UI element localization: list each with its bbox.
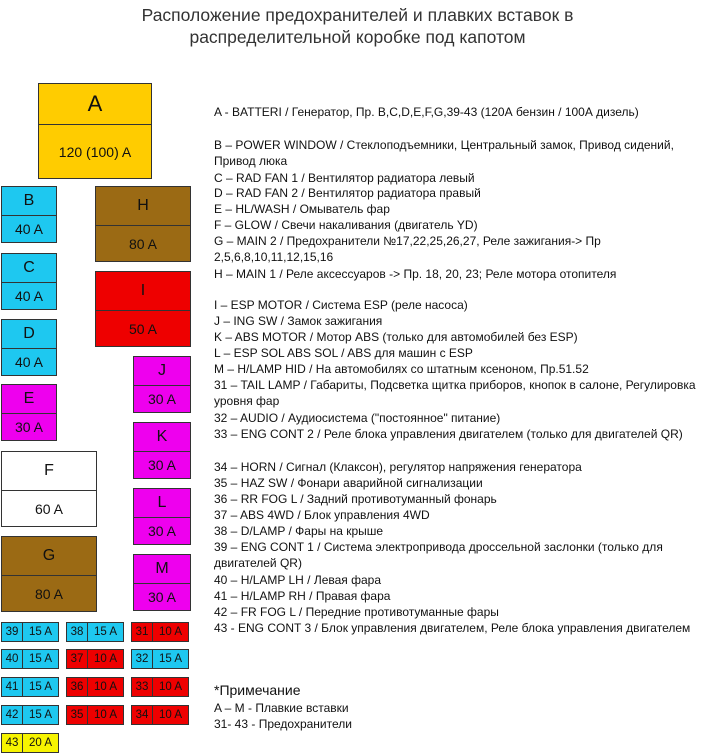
fusible-link-rating: 40 A bbox=[2, 282, 56, 309]
fuse-rating: 10 A bbox=[93, 709, 118, 721]
fuse-34 bbox=[131, 705, 189, 725]
fusible-link-rating: 30 A bbox=[134, 583, 190, 610]
fusible-link-letter: I bbox=[140, 282, 146, 299]
fusible-link-letter: K bbox=[156, 428, 168, 445]
fuse-32 bbox=[131, 649, 189, 669]
fusible-link-rating: 30 A bbox=[134, 451, 190, 478]
fuse-rating: 10 A bbox=[158, 681, 183, 693]
note-line-fuses: 31- 43 - Предохранители bbox=[214, 717, 352, 731]
fusible-link-i bbox=[95, 271, 191, 347]
legend-entry: 32 – AUDIO / Аудиосистема ("постоянное" питание) bbox=[214, 411, 501, 425]
fuse-rating: 10 A bbox=[93, 681, 118, 693]
fusible-link-rating: 40 A bbox=[2, 215, 56, 242]
fuse-41 bbox=[1, 677, 59, 697]
fuse-rating: 10 A bbox=[93, 653, 118, 665]
fuse-rating: 15 A bbox=[28, 681, 53, 693]
fuse-38 bbox=[66, 622, 124, 642]
fuse-rating: 10 A bbox=[158, 709, 183, 721]
fusible-link-rating: 80 A bbox=[2, 575, 96, 611]
legend-entry: 41 – H/LAMP RH / Правая фара bbox=[214, 589, 391, 603]
fuse-number: 34 bbox=[132, 706, 153, 724]
fuse-43 bbox=[1, 733, 59, 753]
fusible-link-rating: 30 A bbox=[134, 385, 190, 412]
legend-entry: 36 – RR FOG L / Задний противотуманный фонарь bbox=[214, 492, 497, 506]
legend-entry: 42 – FR FOG L / Передние противотуманные фары bbox=[214, 605, 499, 619]
fuse-number: 33 bbox=[132, 678, 153, 696]
legend-entry: C – RAD FAN 1 / Вентилятор радиатора левый bbox=[214, 171, 475, 185]
fuse-rating: 15 A bbox=[28, 626, 53, 638]
fuse-rating: 10 A bbox=[158, 626, 183, 638]
fusible-link-b bbox=[1, 186, 57, 243]
legend-entry: J – ING SW / Замок зажигания bbox=[214, 314, 383, 328]
legend-entry: F – GLOW / Свечи накаливания (двигатель YD) bbox=[214, 218, 478, 232]
fusible-link-m bbox=[133, 554, 191, 611]
fusible-link-k bbox=[133, 422, 191, 479]
fuse-number: 32 bbox=[132, 650, 153, 668]
fusible-link-rating: 30 A bbox=[2, 413, 56, 440]
fusible-link-letter: G bbox=[42, 547, 56, 564]
fuse-number: 43 bbox=[2, 734, 23, 752]
note-line-fusible-links: A – M - Плавкие вставки bbox=[214, 701, 349, 715]
fuse-42 bbox=[1, 705, 59, 725]
fuse-rating: 15 A bbox=[28, 709, 53, 721]
fuse-number: 37 bbox=[67, 650, 88, 668]
legend-entry: 35 – HAZ SW / Фонари аварийной сигнализации bbox=[214, 476, 483, 490]
fusible-link-rating: 30 A bbox=[134, 517, 190, 544]
fusible-link-d bbox=[1, 319, 57, 376]
legend-entry: 34 – HORN / Сигнал (Клаксон), регулятор напряжения генератора bbox=[214, 460, 582, 474]
fusible-link-j bbox=[133, 356, 191, 413]
fuse-number: 38 bbox=[67, 623, 88, 641]
fusible-link-e bbox=[1, 384, 57, 441]
fusible-link-rating: 50 A bbox=[96, 310, 190, 346]
fuse-33 bbox=[131, 677, 189, 697]
fuse-rating: 15 A bbox=[93, 626, 118, 638]
legend-entry: 40 – H/LAMP LH / Левая фара bbox=[214, 573, 382, 587]
legend-entry: D – RAD FAN 2 / Вентилятор радиатора правый bbox=[214, 186, 481, 200]
legend-entry: A - BATTERI / Генератор, Пр. B,C,D,E,F,G,39-43 (120А бензин / 100А дизель) bbox=[214, 105, 639, 119]
note-heading: *Примечание bbox=[214, 682, 301, 698]
fusible-link-rating: 40 A bbox=[2, 348, 56, 375]
fusible-link-letter: B bbox=[23, 192, 35, 209]
fusible-link-letter: L bbox=[157, 494, 167, 511]
fusible-link-letter: C bbox=[23, 259, 35, 276]
fusible-link-letter: A bbox=[87, 91, 103, 116]
diagram-title-line-1: Расположение предохранителей и плавких вставок в bbox=[141, 5, 574, 25]
fusible-link-h bbox=[95, 186, 191, 262]
legend-entry: L – ESP SOL ABS SOL / ABS для машин с ESP bbox=[214, 346, 473, 360]
fusible-link-rating: 80 A bbox=[96, 225, 190, 261]
fuse-number: 39 bbox=[2, 623, 23, 641]
fuse-number: 42 bbox=[2, 706, 23, 724]
fusible-link-l bbox=[133, 488, 191, 545]
fusible-link-f bbox=[1, 451, 97, 527]
legend-entry: I – ESP MOTOR / Система ESP (реле насоса) bbox=[214, 298, 468, 312]
fusible-link-c bbox=[1, 253, 57, 310]
fusible-link-letter: M bbox=[155, 560, 169, 577]
fusible-link-letter: J bbox=[158, 362, 166, 379]
fuse-40 bbox=[1, 649, 59, 669]
legend-entry: 31 – TAIL LAMP / Габариты, Подсветка щитка приборов, кнопок в салоне, Регулировка уровня фар bbox=[214, 378, 696, 408]
legend-entry: 39 – ENG CONT 1 / Система электропривода дроссельной заслонки (только для двигателей QR) bbox=[214, 540, 663, 570]
fusible-link-rating: 60 A bbox=[2, 490, 96, 526]
legend-entry: E – HL/WASH / Омыватель фар bbox=[214, 202, 390, 216]
fusible-link-letter: F bbox=[44, 462, 54, 479]
legend-entry: 38 – D/LAMP / Фары на крыше bbox=[214, 524, 384, 538]
fuse-number: 35 bbox=[67, 706, 88, 724]
fusible-link-letter: D bbox=[23, 325, 35, 342]
fusible-link-a bbox=[38, 83, 152, 179]
fuse-35 bbox=[66, 705, 124, 725]
fuse-39 bbox=[1, 622, 59, 642]
fuse-number: 40 bbox=[2, 650, 23, 668]
legend-entry: K – ABS MOTOR / Мотор ABS (только для автомобилей без ESP) bbox=[214, 330, 578, 344]
diagram-title-line-2: распределительной коробке под капотом bbox=[189, 27, 526, 47]
fusible-link-letter: H bbox=[137, 197, 149, 214]
fusible-link-g bbox=[1, 536, 97, 612]
fuse-31 bbox=[131, 622, 189, 642]
legend-entry: 33 – ENG CONT 2 / Реле блока управления двигателем (только для двигателей QR) bbox=[214, 427, 683, 441]
fusible-link-rating: 120 (100) A bbox=[39, 124, 151, 178]
fuse-number: 36 bbox=[67, 678, 88, 696]
legend-entry: M – H/LAMP HID / На автомобилях со штатным ксеноном, Пр.51.52 bbox=[214, 362, 589, 376]
fuse-number: 41 bbox=[2, 678, 23, 696]
fuse-rating: 15 A bbox=[28, 653, 53, 665]
legend-entry: 37 – ABS 4WD / Блок управления 4WD bbox=[214, 508, 430, 522]
legend-entry: G – MAIN 2 / Предохранители №17,22,25,26,27, Реле зажигания-> Пр 2,5,6,8,10,11,12,15,16 bbox=[214, 234, 601, 264]
fuse-36 bbox=[66, 677, 124, 697]
legend-entry: 43 - ENG CONT 3 / Блок управления двигателем, Реле блока управления двигателем bbox=[214, 621, 691, 635]
legend-entry: H – MAIN 1 / Реле аксессуаров -> Пр. 18, 20, 23; Реле мотора отопителя bbox=[214, 267, 617, 281]
fuse-number: 31 bbox=[132, 623, 153, 641]
fusible-link-letter: E bbox=[23, 390, 35, 407]
fuse-rating: 15 A bbox=[158, 653, 183, 665]
fuse-37 bbox=[66, 649, 124, 669]
fuse-rating: 20 A bbox=[28, 737, 53, 749]
legend-entry: B – POWER WINDOW / Стеклоподъемники, Центральный замок, Привод сидений, Привод люка bbox=[214, 138, 674, 168]
